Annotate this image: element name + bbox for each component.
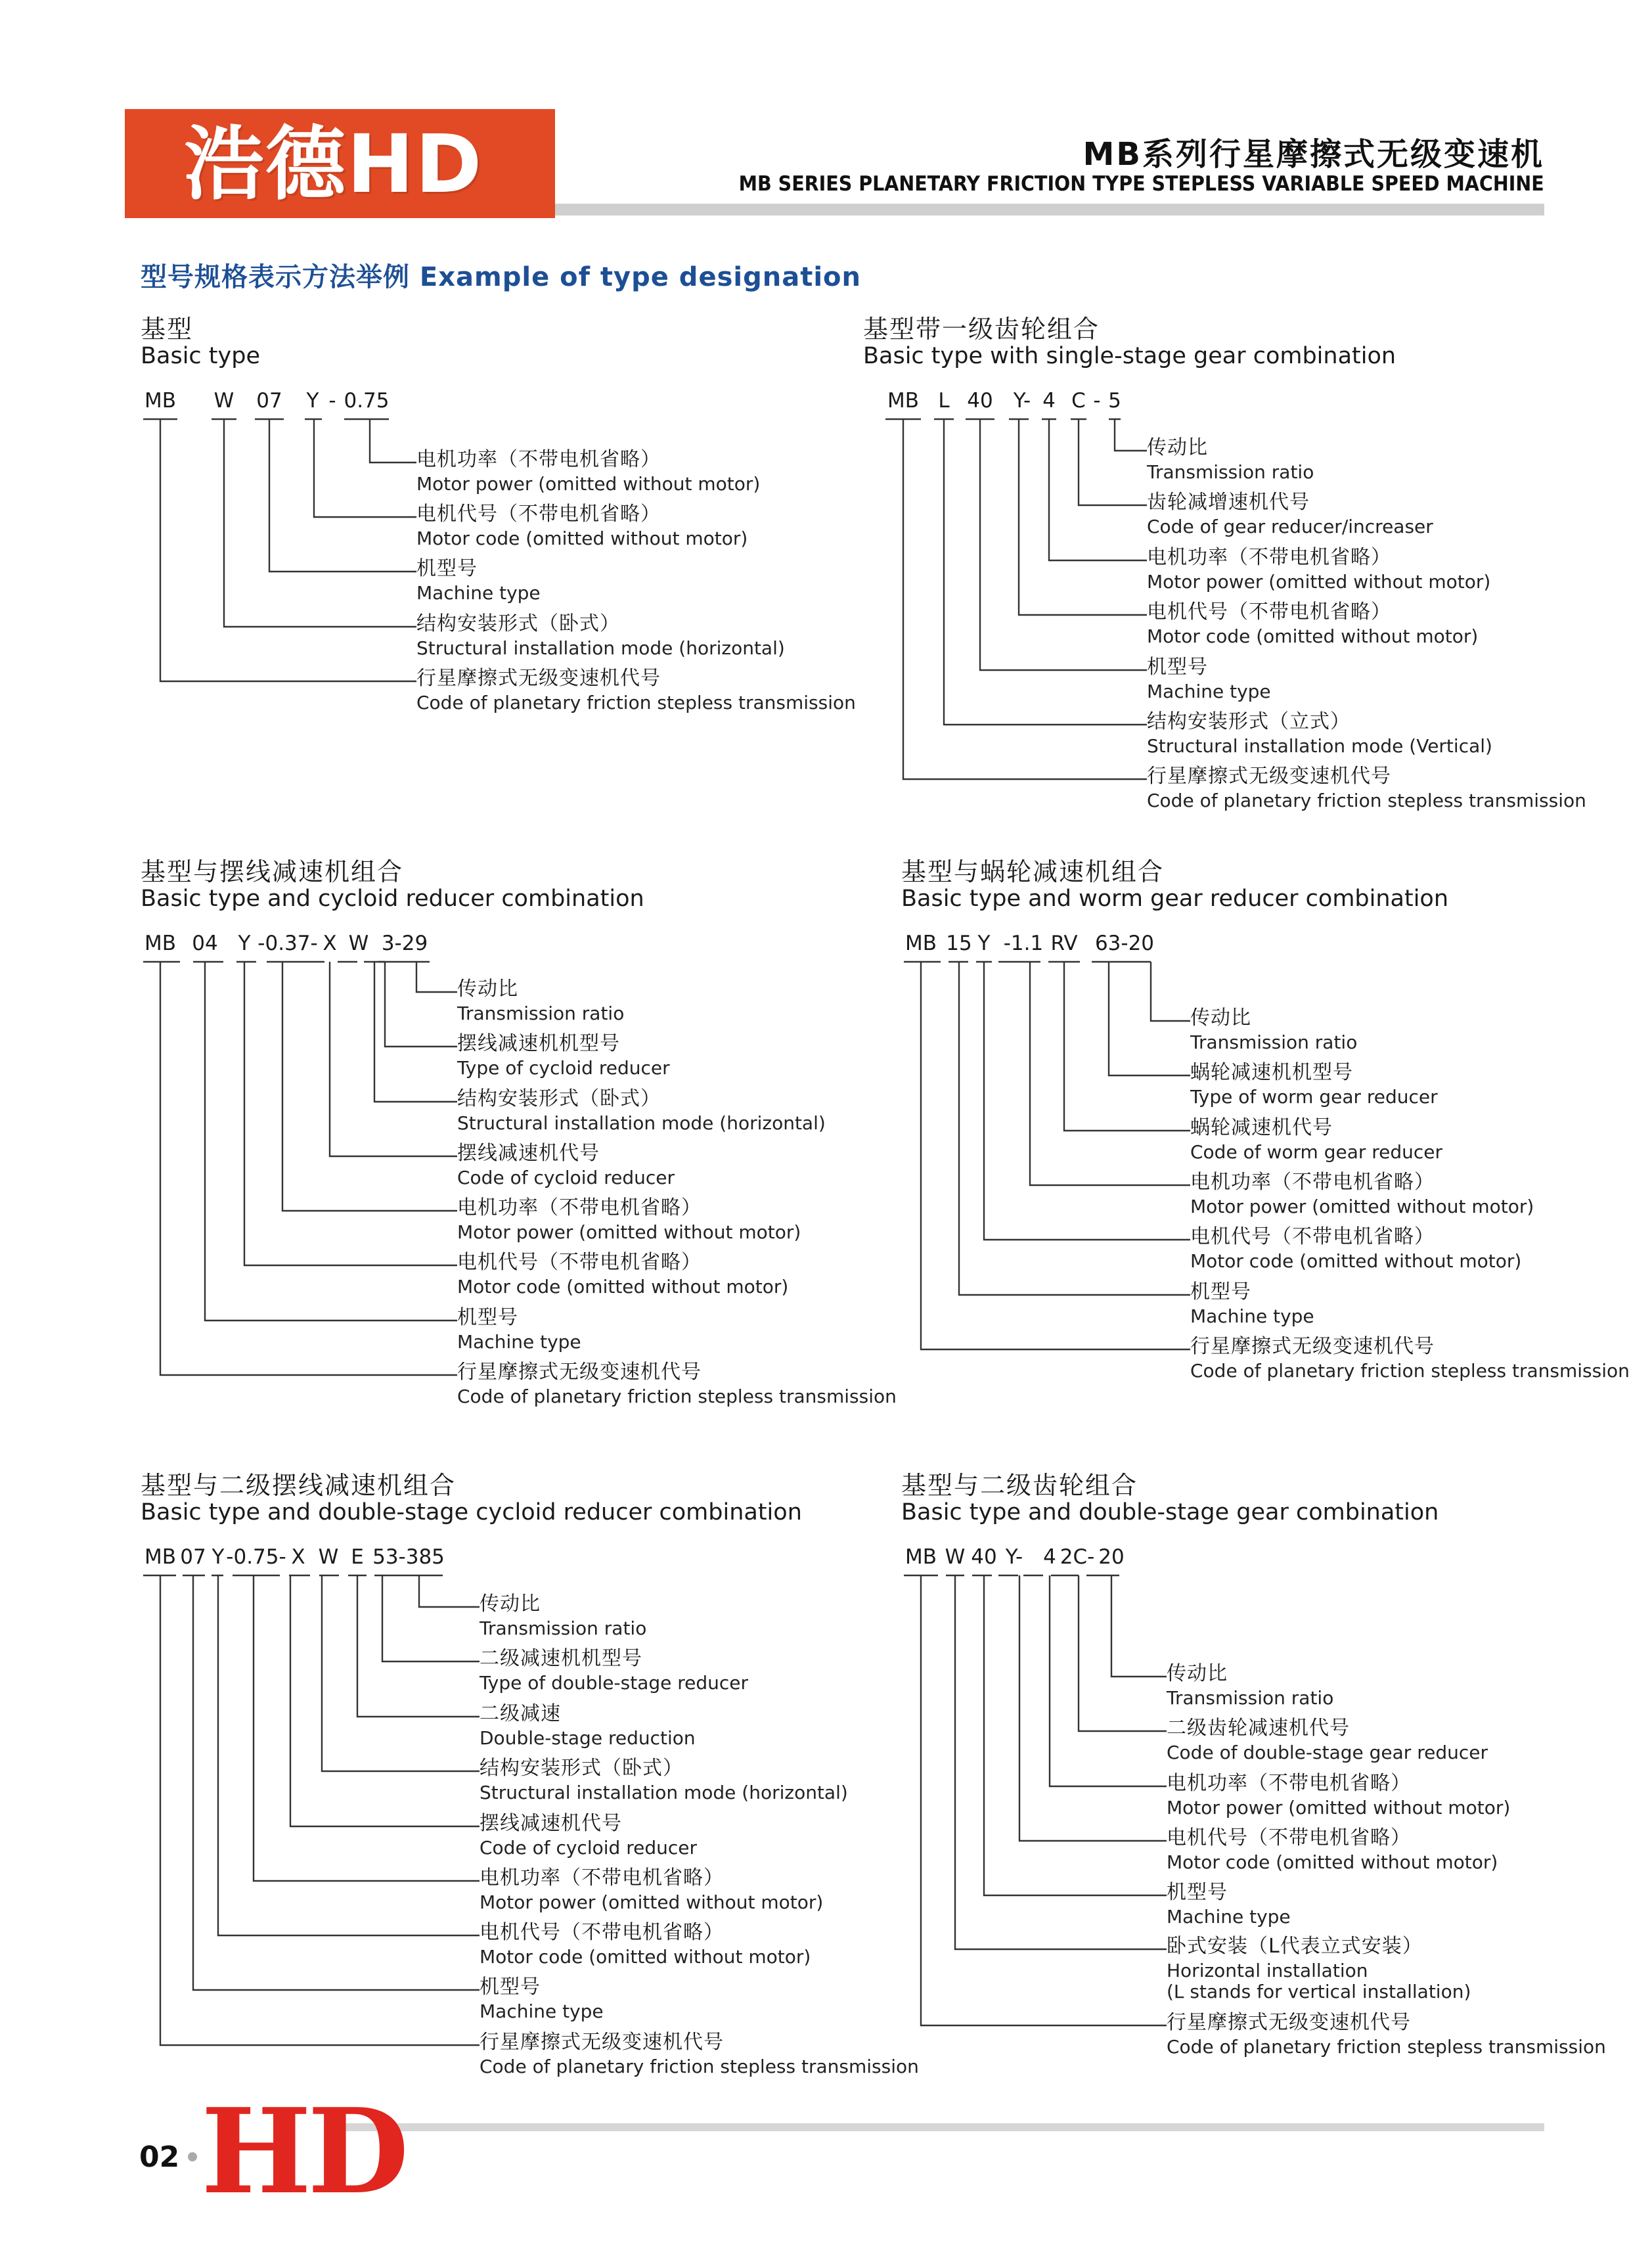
label-cn: 传动比 [1190, 1006, 1251, 1029]
label-cn: 行星摩擦式无级变速机代号 [1190, 1335, 1435, 1358]
code-ratio: 3-29 [381, 932, 428, 955]
page-title: MB系列行星摩擦式无级变速机 [1083, 136, 1544, 173]
label-en: Machine type [1167, 1906, 1291, 1928]
label-cn: 行星摩擦式无级变速机代号 [416, 667, 661, 690]
diagram-title-cn: 基型带一级齿轮组合 [863, 315, 1100, 344]
code-motor: Y- [1013, 389, 1031, 413]
code-dash: - [328, 389, 336, 413]
label-en: Code of worm gear reducer [1190, 1141, 1443, 1163]
code-machine-type: 07 [180, 1545, 206, 1569]
code-power: 4 [1042, 389, 1056, 413]
diagram-double-gear [901, 1465, 1606, 2083]
label-en: Transmission ratio [1167, 1687, 1334, 1709]
label-cn: 结构安装形式（卧式） [480, 1757, 683, 1780]
label-cn: 机型号 [416, 557, 478, 580]
label-en: Code of cycloid reducer [480, 1837, 697, 1859]
code-power: -0.75- [226, 1545, 286, 1569]
footer-divider [342, 2123, 1544, 2131]
label-cn: 结构安装形式（卧式） [457, 1087, 661, 1110]
code-structure: W [213, 389, 234, 413]
code-motor: Y [238, 932, 251, 955]
label-en: Motor power (omitted without motor) [1147, 571, 1491, 593]
diagram-title-cn: 基型 [141, 315, 194, 344]
code-double-stage: E [351, 1545, 364, 1569]
label-cn: 机型号 [1167, 1881, 1228, 1904]
code-mb: MB [904, 1545, 937, 1569]
label-cn: 蜗轮减速机机型号 [1190, 1061, 1353, 1084]
label-cn: 二级齿轮减速机代号 [1167, 1717, 1350, 1740]
label-cn: 电机代号（不带电机省略） [1147, 600, 1391, 623]
label-en: Transmission ratio [1190, 1031, 1358, 1053]
page-dot [188, 2152, 197, 2161]
label-en: Code of gear reducer/increaser [1147, 516, 1433, 537]
label-en: Motor code (omitted without motor) [1167, 1851, 1498, 1873]
label-en: Machine type [416, 582, 541, 604]
label-cn: 电机功率（不带电机省略） [1147, 546, 1391, 569]
label-en-note: (L stands for vertical installation) [1167, 1981, 1471, 2002]
label-en: Type of double-stage reducer [480, 1672, 749, 1694]
code-mb: MB [144, 389, 177, 413]
label-en: Transmission ratio [1147, 461, 1314, 483]
label-cn: 机型号 [1190, 1280, 1251, 1303]
label-en: Code of planetary friction stepless transmission [480, 2056, 919, 2077]
label-cn: 摆线减速机代号 [457, 1142, 600, 1165]
label-cn: 行星摩擦式无级变速机代号 [1147, 765, 1391, 788]
diagram-title-en: Basic type and double-stage cycloid reducer combination [141, 1499, 802, 1525]
code-power: 0.75 [344, 389, 390, 413]
code-machine-type: 40 [971, 1545, 997, 1569]
label-cn: 电机功率（不带电机省略） [457, 1196, 702, 1219]
diagram-title-en: Basic type with single-stage gear combination [863, 343, 1396, 369]
label-en: Type of worm gear reducer [1190, 1086, 1438, 1108]
label-cn: 电机功率（不带电机省略） [416, 448, 661, 471]
label-cn: 电机代号（不带电机省略） [457, 1251, 702, 1274]
label-en: Machine type [480, 2000, 604, 2022]
diagram-cycloid [141, 851, 903, 1430]
code-structure: W [945, 1545, 966, 1569]
code-structure: W [318, 1545, 339, 1569]
diagram-title-cn: 基型与二级摆线减速机组合 [141, 1471, 457, 1500]
diagram-double-cycloid [141, 1465, 929, 2089]
label-cn: 电机代号（不带电机省略） [480, 1921, 724, 1944]
label-cn: 传动比 [1167, 1662, 1228, 1685]
code-ratio: 53-385 [372, 1545, 445, 1569]
label-en: Type of cycloid reducer [457, 1057, 670, 1079]
diagram-title-cn: 基型与摆线减速机组合 [141, 857, 404, 886]
label-cn: 电机功率（不带电机省略） [480, 1866, 724, 1889]
label-en: Code of planetary friction stepless transmission [457, 1386, 897, 1407]
label-cn: 结构安装形式（卧式） [416, 612, 620, 635]
label-cn: 机型号 [480, 1976, 541, 1998]
label-en: Motor power (omitted without motor) [1167, 1797, 1511, 1818]
label-cn: 传动比 [457, 978, 518, 1001]
label-en: Horizontal installation [1167, 1960, 1368, 1981]
code-machine-type: 15 [946, 932, 972, 955]
label-cn: 卧式安装（L代表立式安装） [1167, 1935, 1423, 1958]
label-cn: 行星摩擦式无级变速机代号 [1167, 2011, 1411, 2034]
label-en: Code of planetary friction stepless transmission [416, 692, 856, 713]
brand-logo [125, 109, 555, 218]
label-cn: 电机代号（不带电机省略） [1190, 1225, 1435, 1248]
label-en: Code of planetary friction stepless transmission [1167, 2036, 1606, 2058]
code-ratio: 20 [1098, 1545, 1125, 1569]
label-en: Code of planetary friction stepless transmission [1147, 790, 1586, 811]
section-title: 型号规格表示方法举例 Example of type designation [141, 262, 861, 292]
label-cn: 电机代号（不带电机省略） [1167, 1826, 1411, 1849]
code-cycloid: X [291, 1545, 305, 1569]
code-motor: Y [977, 932, 991, 955]
diagram-title-en: Basic type and double-stage gear combination [901, 1499, 1439, 1525]
code-cycloid: X [323, 932, 337, 955]
code-ratio: 63-20 [1094, 932, 1155, 955]
page-subtitle: MB SERIES PLANETARY FRICTION TYPE STEPLESS VARIABLE SPEED MACHINE [738, 172, 1544, 196]
code-power: 4 [1043, 1545, 1056, 1569]
code-gear: 2C- [1060, 1545, 1095, 1569]
code-motor: Y [212, 1545, 225, 1569]
diagram-title-en: Basic type and worm gear reducer combination [901, 886, 1449, 912]
diagram-title-en: Basic type and cycloid reducer combination [141, 886, 644, 912]
label-en: Structural installation mode (horizontal) [457, 1112, 826, 1134]
label-cn: 机型号 [457, 1306, 518, 1329]
label-en: Code of double-stage gear reducer [1167, 1742, 1488, 1763]
code-mb: MB [904, 932, 937, 955]
label-en: Double-stage reduction [480, 1727, 696, 1749]
label-cn: 蜗轮减速机代号 [1190, 1116, 1333, 1139]
diagram-basic-type [141, 309, 883, 742]
label-cn: 二级减速 [480, 1702, 561, 1725]
brand-logo-text: 浩德HD [184, 118, 483, 211]
code-gear: C [1071, 389, 1086, 413]
label-en: Motor power (omitted without motor) [1190, 1196, 1534, 1217]
code-motor: Y [306, 389, 319, 413]
code-mb: MB [887, 389, 920, 413]
label-cn: 二级减速机机型号 [480, 1647, 642, 1670]
label-cn: 电机代号（不带电机省略） [416, 503, 661, 526]
header-divider [555, 204, 1544, 215]
code-power: -0.37- [257, 932, 318, 955]
label-cn: 行星摩擦式无级变速机代号 [480, 2031, 724, 2054]
label-cn: 摆线减速机代号 [480, 1812, 622, 1835]
label-cn: 机型号 [1147, 656, 1208, 679]
code-mb: MB [144, 932, 177, 955]
code-structure: L [938, 389, 950, 413]
diagram-worm-gear [901, 851, 1630, 1416]
diagram-title-cn: 基型与蜗轮减速机组合 [901, 857, 1165, 886]
label-en: Motor code (omitted without motor) [457, 1276, 789, 1298]
label-en: Motor code (omitted without motor) [1147, 625, 1479, 647]
label-en: Motor code (omitted without motor) [416, 528, 748, 549]
label-en: Motor code (omitted without motor) [480, 1946, 811, 1968]
label-en: Machine type [457, 1331, 581, 1353]
diagram-single-gear [863, 309, 1586, 834]
footer-logo: HD [201, 2083, 405, 2220]
page-number: 02 [139, 2140, 180, 2174]
label-cn: 电机功率（不带电机省略） [1167, 1772, 1411, 1795]
label-cn: 齿轮减增速机代号 [1147, 491, 1310, 514]
code-dash: - [1093, 389, 1101, 413]
diagram-title-en: Basic type [141, 343, 260, 369]
label-en: Motor code (omitted without motor) [1190, 1250, 1522, 1272]
label-en: Structural installation mode (horizontal) [416, 637, 785, 659]
label-en: Motor power (omitted without motor) [416, 473, 761, 495]
label-en: Structural installation mode (Vertical) [1147, 735, 1492, 757]
label-en: Structural installation mode (horizontal) [480, 1782, 848, 1803]
label-en: Machine type [1190, 1305, 1314, 1327]
label-en: Transmission ratio [480, 1617, 647, 1639]
label-en: Transmission ratio [457, 1003, 625, 1024]
label-cn: 电机功率（不带电机省略） [1190, 1171, 1435, 1194]
code-machine-type: 07 [256, 389, 282, 413]
label-cn: 传动比 [1147, 436, 1208, 459]
code-machine-type: 04 [192, 932, 218, 955]
label-en: Motor power (omitted without motor) [480, 1891, 824, 1913]
code-motor: Y- [1005, 1545, 1023, 1569]
code-ratio: 5 [1108, 389, 1121, 413]
label-cn: 结构安装形式（立式） [1147, 710, 1351, 733]
code-machine-type: 40 [967, 389, 993, 413]
code-worm: RV [1050, 932, 1078, 955]
label-cn: 行星摩擦式无级变速机代号 [457, 1361, 702, 1384]
code-power: -1.1 [1003, 932, 1044, 955]
label-en: Machine type [1147, 681, 1271, 702]
label-en: Code of cycloid reducer [457, 1167, 675, 1188]
label-cn: 传动比 [480, 1592, 541, 1615]
diagram-title-cn: 基型与二级齿轮组合 [901, 1471, 1138, 1500]
code-structure: W [348, 932, 369, 955]
label-cn: 摆线减速机机型号 [457, 1032, 620, 1055]
label-en: Motor power (omitted without motor) [457, 1221, 801, 1243]
code-mb: MB [144, 1545, 177, 1569]
label-en: Code of planetary friction stepless transmission [1190, 1360, 1630, 1382]
